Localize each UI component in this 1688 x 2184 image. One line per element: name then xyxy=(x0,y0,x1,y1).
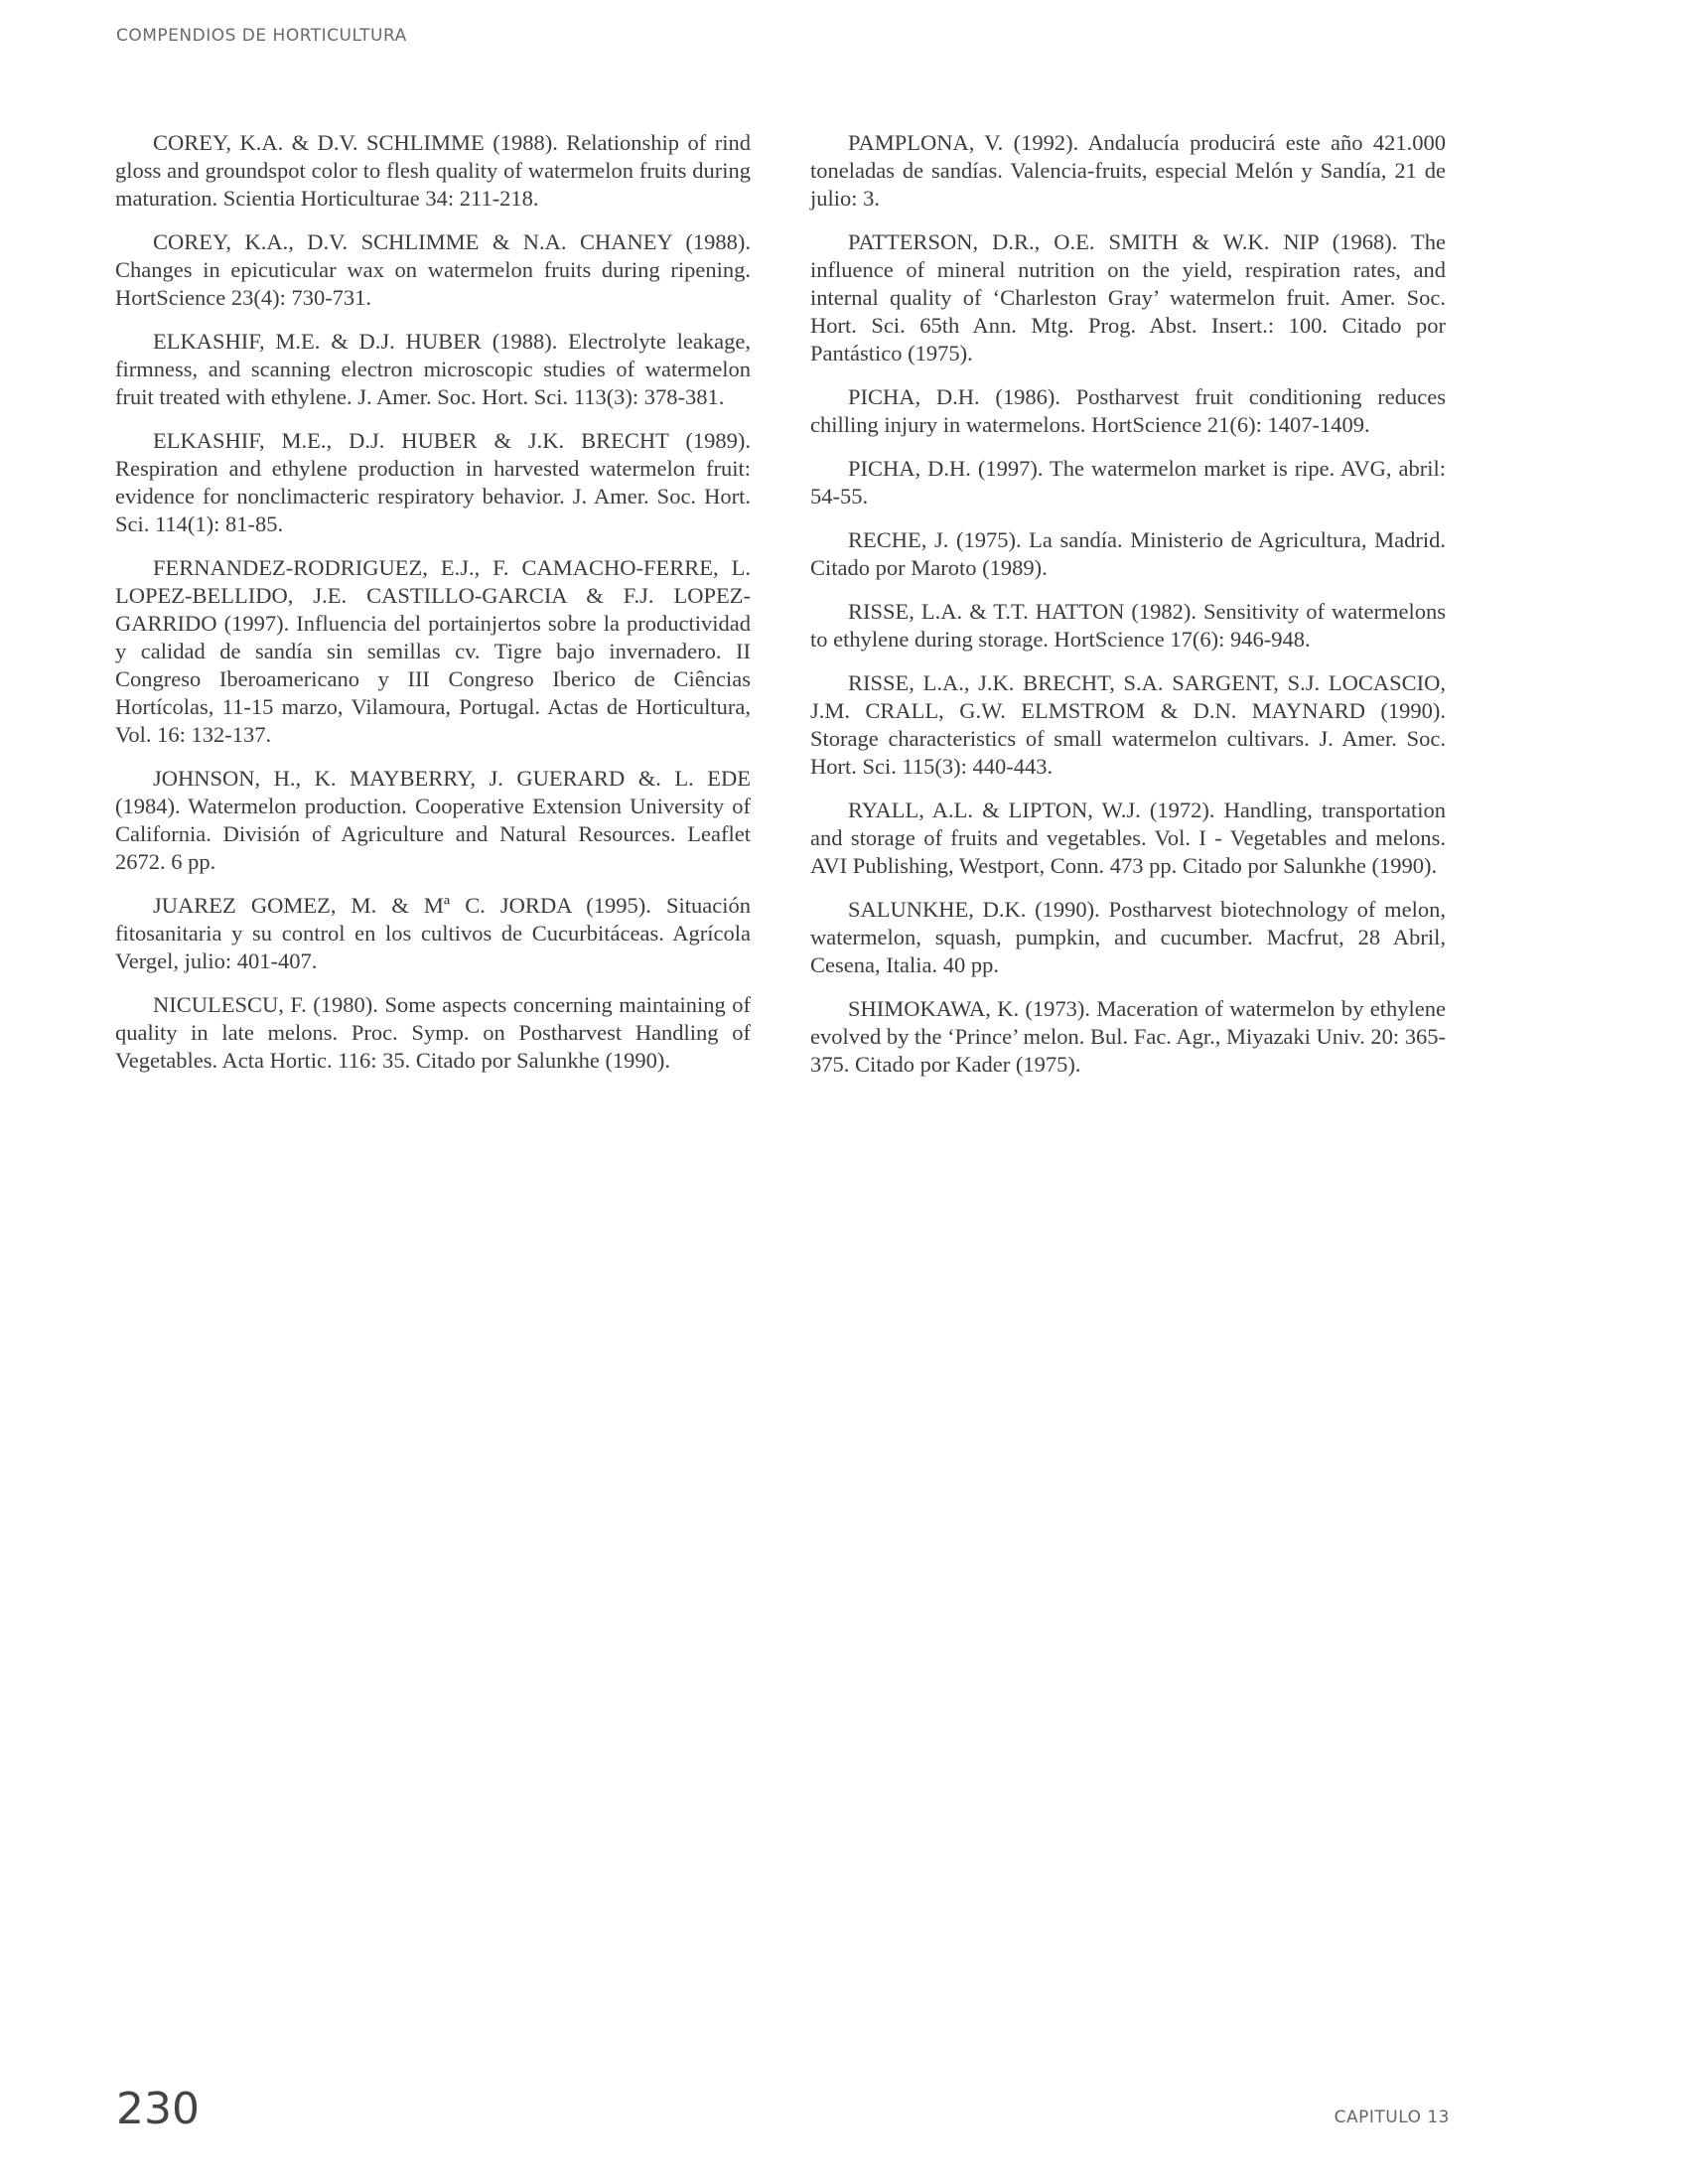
reference-entry: COREY, K.A. & D.V. SCHLIMME (1988). Relationship of rind gloss and groundspot color to flesh quality of watermelon fruits during maturation. Scientia Horticulturae 34: 211-218. xyxy=(115,130,751,211)
reference-entry: ELKASHIF, M.E., D.J. HUBER & J.K. BRECHT (1989). Respiration and ethylene production in harvested watermelon fruit: evidence for nonclimacteric respiratory behavior. J. Amer. Soc. Hort. Sci. 114(1): 81-85. xyxy=(115,428,751,536)
reference-entry: ELKASHIF, M.E. & D.J. HUBER (1988). Electrolyte leakage, firmness, and scanning electron microscopic studies of watermelon fruit treated with ethylene. J. Amer. Soc. Hort. Sci. 113(3): 378-381. xyxy=(115,329,751,409)
reference-entry: COREY, K.A., D.V. SCHLIMME & N.A. CHANEY (1988). Changes in epicuticular wax on watermelon fruits during ripening. HortScience 23(4): 730-731. xyxy=(115,229,751,310)
reference-entry: FERNANDEZ-RODRIGUEZ, E.J., F. CAMACHO-FERRE, L. LOPEZ-BELLIDO, J.E. CASTILLO-GARCIA & F.J. LOPEZ-GARRIDO (1997). Influencia del portainjertos sobre la productividad y calidad de sandía sin semillas cv. Tigre bajo invernadero. II Congreso Iberoamericano y III Congreso Iberico de Ciências Hortícolas, 11-15 marzo, Vilamoura, Portugal. Actas de Horticultura, Vol. 16: 132-137. xyxy=(115,555,751,747)
reference-entry: PAMPLONA, V. (1992). Andalucía producirá este año 421.000 toneladas de sandías. Valencia-fruits, especial Melón y Sandía, 21 de julio: 3. xyxy=(810,130,1446,211)
reference-entry: JUAREZ GOMEZ, M. & Mª C. JORDA (1995). Situación fitosanitaria y su control en los cultivos de Cucurbitáceas. Agrícola Vergel, julio: 401-407. xyxy=(115,893,751,973)
references-right-column xyxy=(810,129,1446,1094)
reference-entry: RISSE, L.A., J.K. BRECHT, S.A. SARGENT, S.J. LOCASCIO, J.M. CRALL, G.W. ELMSTROM & D.N. MAYNARD (1990). Storage characteristics of small watermelon cultivars. J. Amer. Soc. Hort. Sci. 115(3): 440-443. xyxy=(810,670,1446,779)
reference-entry: RYALL, A.L. & LIPTON, W.J. (1972). Handling, transportation and storage of fruits and vegetables. Vol. I - Vegetables and melons. AVI Publishing, Westport, Conn. 473 pp. Citado por Salunkhe (1990). xyxy=(810,798,1446,878)
reference-entry: NICULESCU, F. (1980). Some aspects concerning maintaining of quality in late melons. Proc. Symp. on Postharvest Handling of Vegetables. Acta Hortic. 116: 35. Citado por Salunkhe (1990). xyxy=(115,992,751,1073)
chapter-label: CAPITULO 13 xyxy=(1334,2108,1450,2127)
reference-entry: PICHA, D.H. (1986). Postharvest fruit conditioning reduces chilling injury in watermelons. HortScience 21(6): 1407-1409. xyxy=(810,384,1446,437)
page-number: 230 xyxy=(116,2084,200,2134)
reference-entry: SHIMOKAWA, K. (1973). Maceration of watermelon by ethylene evolved by the ‘Prince’ melon. Bul. Fac. Agr., Miyazaki Univ. 20: 365-375. Citado por Kader (1975). xyxy=(810,996,1446,1077)
reference-entry: SALUNKHE, D.K. (1990). Postharvest biotechnology of melon, watermelon, squash, pumpkin, and cucumber. Macfrut, 28 Abril, Cesena, Italia. 40 pp. xyxy=(810,897,1446,977)
reference-entry: JOHNSON, H., K. MAYBERRY, J. GUERARD &. L. EDE (1984). Watermelon production. Cooperative Extension University of California. División of Agriculture and Natural Resources. Leaflet 2672. 6 pp. xyxy=(115,766,751,874)
running-header: COMPENDIOS DE HORTICULTURA xyxy=(116,26,407,46)
reference-entry: RECHE, J. (1975). La sandía. Ministerio de Agricultura, Madrid. Citado por Maroto (1989). xyxy=(810,527,1446,580)
reference-entry: PATTERSON, D.R., O.E. SMITH & W.K. NIP (1968). The influence of mineral nutrition on the yield, respiration rates, and internal quality of ‘Charleston Gray’ watermelon fruit. Amer. Soc. Hort. Sci. 65th Ann. Mtg. Prog. Abst. Insert.: 100. Citado por Pantástico (1975). xyxy=(810,229,1446,365)
reference-entry: PICHA, D.H. (1997). The watermelon market is ripe. AVG, abril: 54-55. xyxy=(810,456,1446,509)
references-left-column xyxy=(115,129,751,1091)
reference-entry: RISSE, L.A. & T.T. HATTON (1982). Sensitivity of watermelons to ethylene during storage. HortScience 17(6): 946-948. xyxy=(810,599,1446,652)
